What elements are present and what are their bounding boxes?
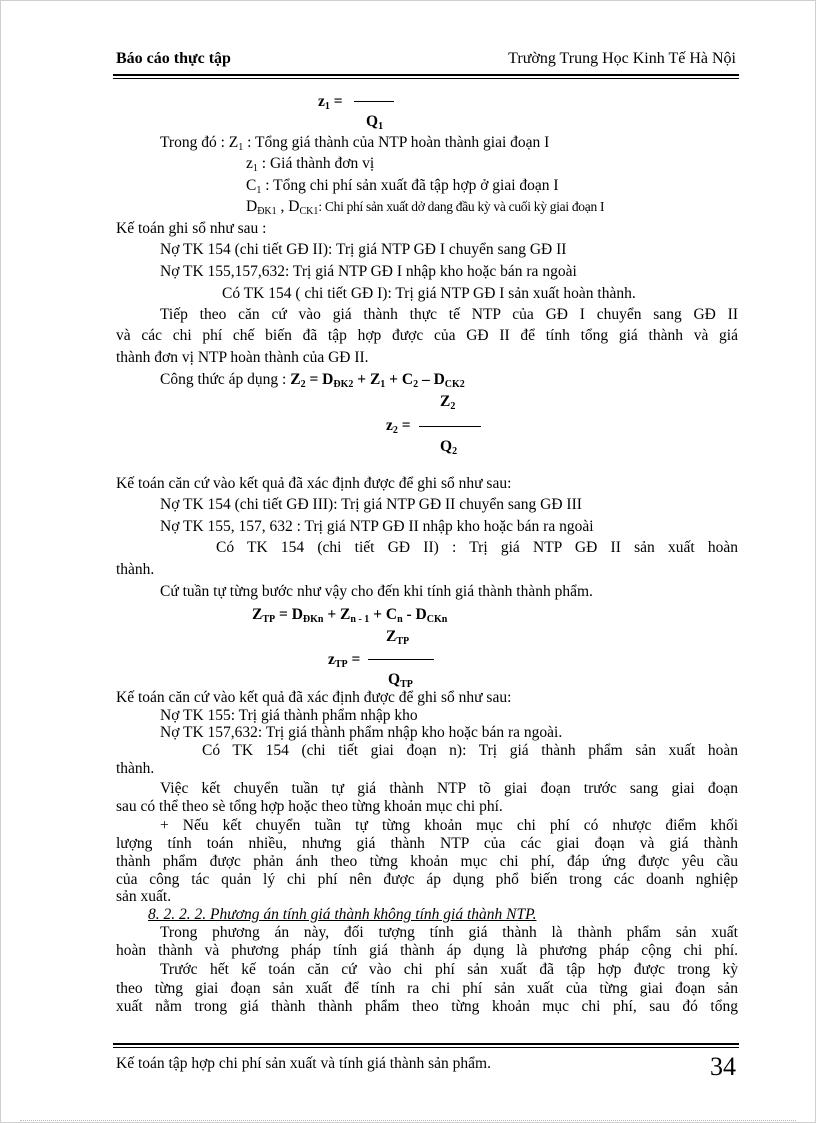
- formula5-fraction-bar: [368, 659, 434, 660]
- formula1-lhs: $z_1$ =: [318, 93, 343, 112]
- text-line: Nợ TK 154 (chi tiết GĐ II): Trị giá NTP GĐ I chuyển sang GĐ II: [160, 241, 567, 258]
- text-line: Cứ tuần tự từng bước như vậy cho đến khi tính giá thành thành phẩm.: [160, 583, 593, 600]
- formula5-lhs: $z_{TP}$ =: [328, 651, 361, 670]
- text-line: Có TK 154 ( chi tiết GĐ I): Trị giá NTP GĐ I sản xuất hoàn thành.: [222, 285, 636, 302]
- text-line: thành đơn vị NTP hoàn thành của GĐ II.: [116, 349, 369, 366]
- text-line: Việc kết chuyển tuần tự giá thành NTP tõ giai đoạn trước sang giai đoạn: [160, 780, 738, 797]
- formula3-fraction-bar: [419, 426, 481, 427]
- header-left: Báo cáo thực tập: [116, 50, 231, 67]
- section-heading: 8. 2. 2. 2. Phương án tính giá thành không tính giá thành NTP.: [148, 906, 537, 923]
- text-line: và các chi phí chế biến đã tập hợp được của GĐ II để tính tổng giá thành và giá: [116, 327, 738, 344]
- text-line: theo từng giai đoạn sản xuất để tính ra chi phí sản xuất của từng giai đoạn sản: [116, 980, 738, 997]
- text-line: Nợ TK 155: Trị giá thành phẩm nhập kho: [160, 707, 418, 724]
- text-line: Kế toán căn cứ vào kết quả đã xác định được để ghi sổ như sau:: [116, 689, 512, 706]
- text-line: xuất nằm trong giá thành thành phẩm theo từng khoản mục chi phí, sau đó tổng: [116, 998, 738, 1015]
- where-d1: $D_{ĐK1}$ , $D_{CK1}$: Chi phí sản xuất dở dang đầu kỳ và cuối kỳ giai đoạn I: [246, 198, 605, 217]
- formula5-denominator: $Q_{TP}$: [388, 671, 413, 690]
- where-c1: $C_1$ : Tổng chi phí sản xuất đã tập hợp ở giai đoạn I: [246, 177, 559, 196]
- text-line: Nợ TK 155, 157, 632 : Trị giá NTP GĐ II nhập kho hoặc bán ra ngoài: [160, 518, 594, 535]
- footer-rule-thin: [113, 1047, 739, 1048]
- formula2-row: Công thức áp dụng : $Z_2 = D_{ĐK2} + Z_1 + C_2 - D_{CK2}$: [160, 371, 465, 390]
- text-line: sản xuất.: [116, 888, 172, 905]
- formula1-fraction-bar: [354, 101, 394, 102]
- header-rule-thin: [113, 78, 739, 79]
- footer-rule: [113, 1043, 739, 1045]
- text-line: Nợ TK 157,632: Trị giá thành phẩm nhập kho hoặc bán ra ngoài.: [160, 724, 563, 741]
- text-line: + Nếu kết chuyển tuần tự từng khoản mục chi phí có nhược điểm khối: [160, 817, 738, 834]
- header-rule: [113, 74, 739, 76]
- where-z1: $z_1$ : Giá thành đơn vị: [246, 155, 375, 174]
- formula4-row: $Z_{TP} = D_{ĐKn} + Z_{n - 1} + C_n - D_{CKn}$: [252, 606, 448, 625]
- text-line: Có TK 154 (chi tiết giai đoạn n): Trị giá thành phẩm sản xuất hoàn: [202, 742, 738, 759]
- text-line: Kế toán căn cứ vào kết quả đã xác định được để ghi sổ như sau:: [116, 475, 512, 492]
- text-line: Nợ TK 155,157,632: Trị giá NTP GĐ I nhập kho hoặc bán ra ngoài: [160, 263, 577, 280]
- formula3-lhs: $z_2$ =: [386, 417, 411, 436]
- formula3-denominator: $Q_2$: [440, 438, 458, 457]
- formula3-numerator: $Z_2$: [440, 393, 456, 412]
- where-intro: Trong đó : $Z_1$ : Tổng giá thành của NTP hoàn thành giai đoạn I: [160, 134, 550, 153]
- text-line: lượng tính toán nhiều, nhưng giá thành NTP của các giai đoạn và giá thành: [116, 835, 738, 852]
- header-right: Trường Trung Học Kinh Tế Hà Nội: [508, 50, 736, 67]
- text-line: Kế toán ghi sổ như sau :: [116, 220, 267, 237]
- text-line: Có TK 154 (chi tiết GĐ II) : Trị giá NTP GĐ II sản xuất hoàn: [216, 539, 738, 556]
- page-edge-dots: [20, 1120, 796, 1121]
- text-line: Trong phương án này, đối tượng tính giá thành là thành phẩm sản xuất: [160, 924, 738, 941]
- text-line: thành.: [116, 760, 155, 777]
- formula5-numerator: $Z_{TP}$: [386, 628, 410, 647]
- page-number: 34: [710, 1052, 736, 1081]
- formula1-denominator: $Q_1$: [366, 113, 384, 132]
- text-line: Trước hết kế toán căn cứ vào chi phí sản xuất đã tập hợp được trong kỳ: [160, 961, 738, 978]
- text-line: hoàn thành và phương pháp tính giá thành áp dụng là phương pháp cộng chi phí.: [116, 942, 738, 959]
- footer-text: Kế toán tập hợp chi phí sản xuất và tính giá thành sản phẩm.: [116, 1055, 491, 1072]
- text-line: của công tác quản lý chi phí nên được áp dụng phổ biến trong các doanh nghiệp: [116, 871, 738, 888]
- text-line: thành.: [116, 561, 155, 578]
- text-line: Nợ TK 154 (chi tiết GĐ III): Trị giá NTP GĐ II chuyển sang GĐ III: [160, 496, 582, 513]
- text-line: thành phẩm được phản ánh theo từng khoản mục chi phí, đáp ứng được yêu cầu: [116, 853, 738, 870]
- text-line: sau có thể theo sè tổng hợp hoặc theo từng khoản mục chi phí.: [116, 798, 503, 815]
- text-line: Tiếp theo căn cứ vào giá thành thực tế NTP của GĐ I chuyển sang GĐ II: [160, 306, 738, 323]
